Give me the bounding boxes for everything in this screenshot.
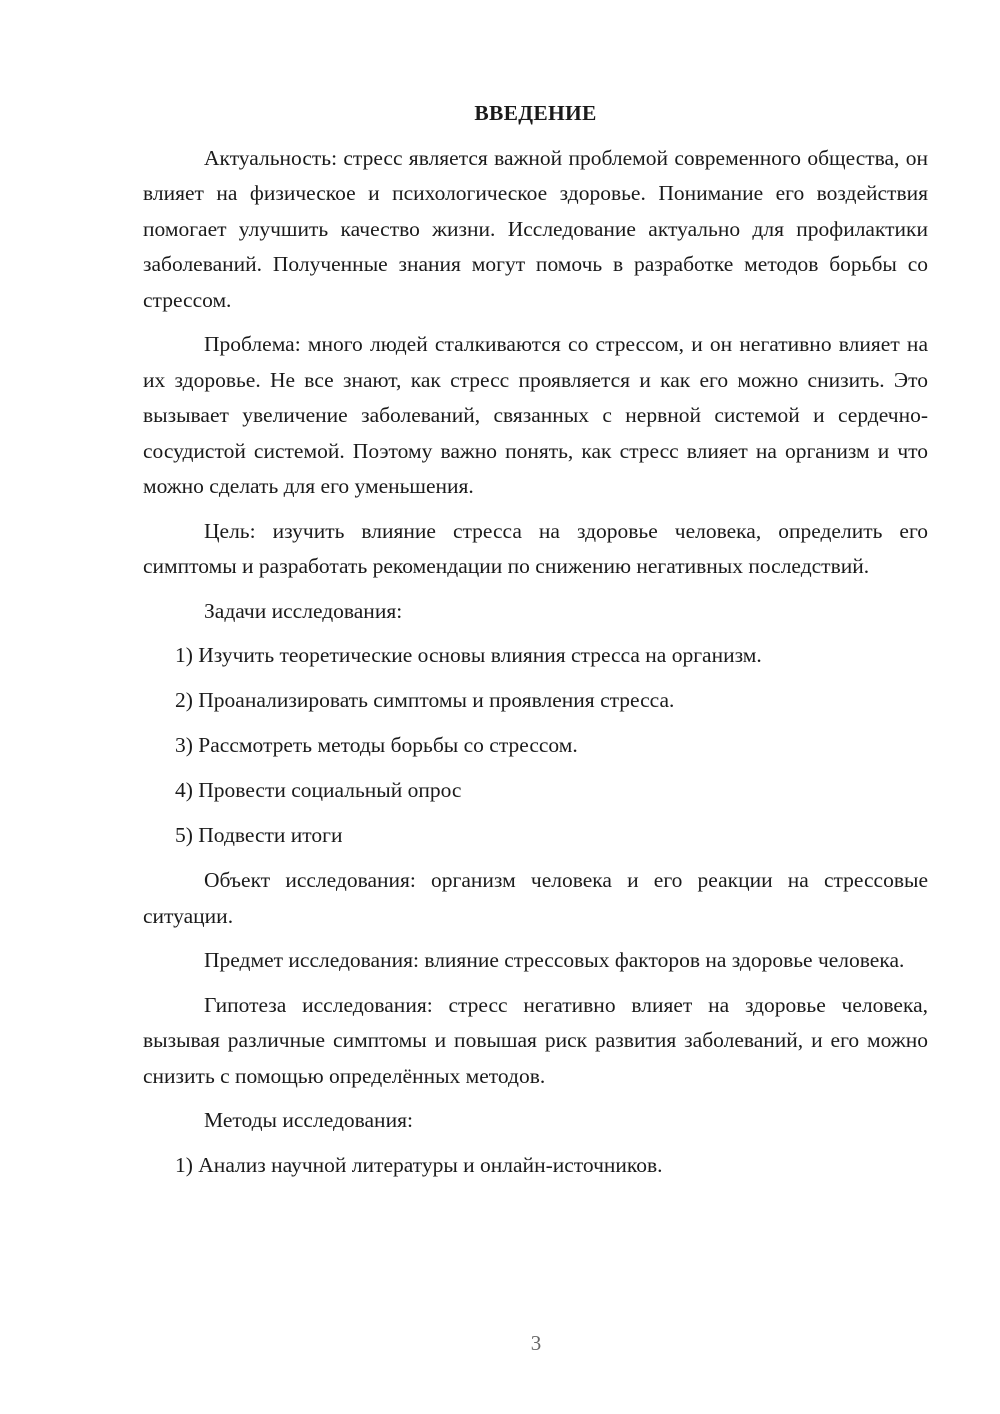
task-item: 3) Рассмотреть методы борьбы со стрессом. bbox=[175, 733, 578, 757]
methods-heading: Методы исследования: bbox=[204, 1108, 413, 1132]
document-page bbox=[143, 96, 928, 1193]
page-title: ВВЕДЕНИЕ bbox=[474, 101, 597, 125]
goal-paragraph: Цель: изучить влияние стресса на здоровье человека, определить его симптомы и разработать рекомендации по снижению негативных последствий. bbox=[143, 518, 928, 578]
hypothesis-paragraph: Гипотеза исследования: стресс негативно влияет на здоровье человека, вызывая различные симптомы и повышая риск развития заболеваний, и его можно снизить с помощью определённых методов. bbox=[143, 992, 928, 1088]
relevance-paragraph: Актуальность: стресс является важной проблемой современного общества, он влияет на физическое и психологическое здоровье. Понимание его воздействия помогает улучшить качество жизни. Исследование актуально для профилактики заболеваний. Полученные знания могут помочь в разработке методов борьбы со стрессом. bbox=[143, 145, 928, 312]
tasks-list bbox=[143, 638, 928, 854]
task-item: 1) Изучить теоретические основы влияния стресса на организм. bbox=[175, 643, 762, 667]
problem-paragraph: Проблема: много людей сталкиваются со стрессом, и он негативно влияет на их здоровье. Не все знают, как стресс проявляется и как его можно снизить. Это вызывает увеличение заболеваний, связанных с нервной системой и сердечно-сосудистой системой. Поэтому важно понять, как стресс влияет на организм и что можно сделать для его уменьшения. bbox=[143, 332, 928, 498]
task-item: 5) Подвести итоги bbox=[175, 823, 343, 847]
object-paragraph: Объект исследования: организм человека и его реакции на стрессовые ситуации. bbox=[143, 868, 928, 928]
tasks-heading: Задачи исследования: bbox=[204, 598, 403, 623]
method-item: 1) Анализ научной литературы и онлайн-источников. bbox=[175, 1152, 663, 1177]
task-item: 2) Проанализировать симптомы и проявления стресса. bbox=[175, 688, 675, 712]
methods-list bbox=[143, 1148, 928, 1184]
subject-paragraph: Предмет исследования: влияние стрессовых факторов на здоровье человека. bbox=[204, 948, 905, 972]
page-number: 3 bbox=[530, 1331, 542, 1355]
task-item: 4) Провести социальный опрос bbox=[175, 778, 462, 802]
